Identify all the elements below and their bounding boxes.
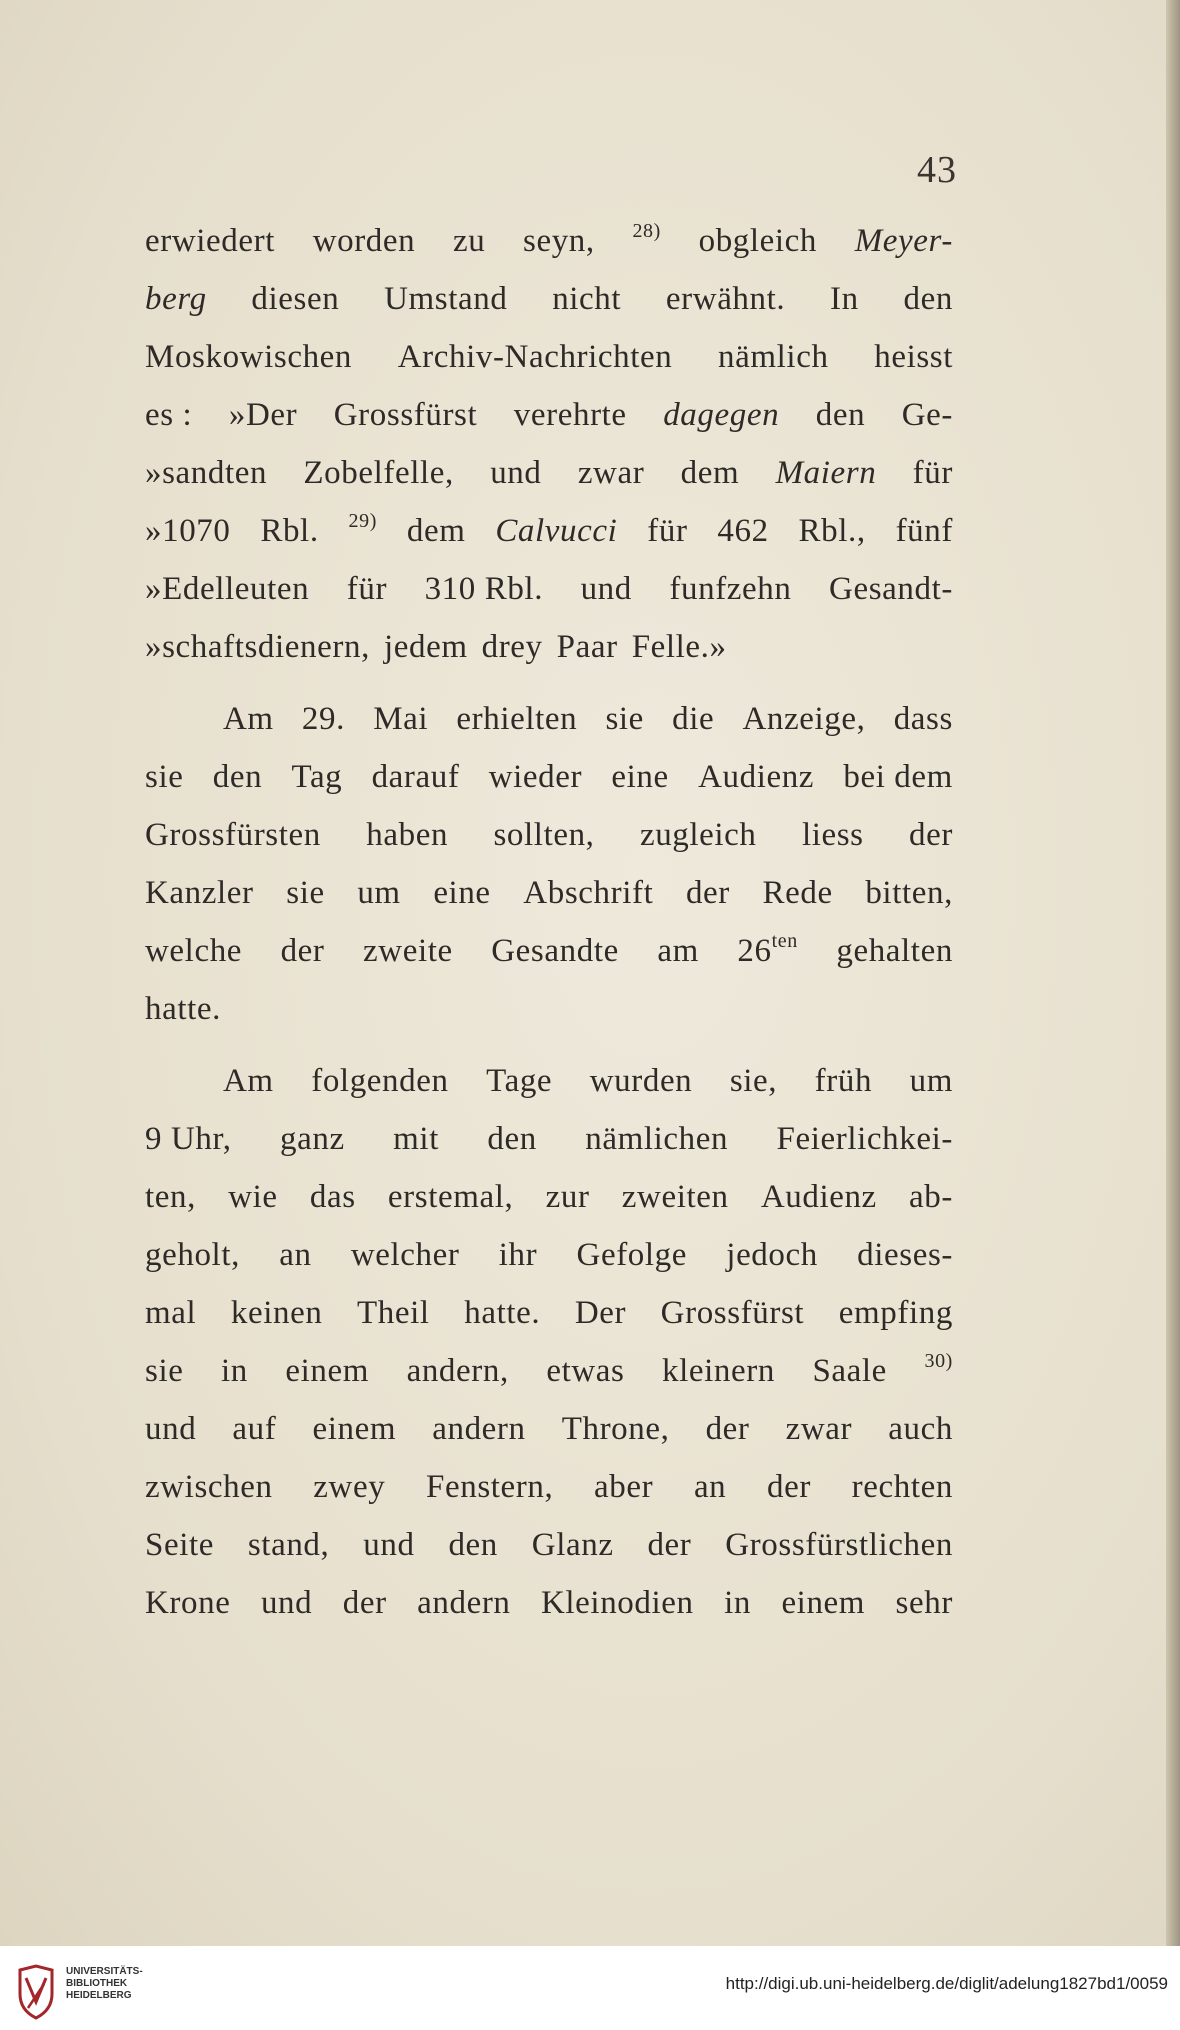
page-number: 43 xyxy=(917,149,957,191)
italic-name: dagegen xyxy=(663,397,780,433)
word: bei dem xyxy=(843,759,953,795)
word: sie xyxy=(605,701,644,737)
footnote-ref: 29) xyxy=(348,510,377,532)
word: haben xyxy=(366,817,449,853)
word: den xyxy=(487,1121,537,1157)
word: aber xyxy=(594,1469,654,1505)
word: Am xyxy=(223,1063,274,1099)
word: liess xyxy=(801,817,864,853)
word: geholt, xyxy=(145,1237,240,1273)
word: am xyxy=(657,933,699,969)
text-line xyxy=(145,748,953,806)
word: und xyxy=(490,455,542,491)
word: 462 xyxy=(717,513,769,549)
word: jedem xyxy=(383,629,468,665)
word: worden xyxy=(312,223,416,259)
source-url[interactable]: http://digi.ub.uni-heidelberg.de/diglit/adelung1827bd1/0059 xyxy=(725,1974,1168,1993)
word: »Der xyxy=(228,397,298,433)
word: erstemal, xyxy=(387,1179,514,1215)
word: an xyxy=(279,1237,312,1273)
word: drey xyxy=(481,629,543,665)
word: Tage xyxy=(486,1063,553,1099)
text-line xyxy=(145,618,953,676)
word: Paar xyxy=(556,629,618,665)
word: Mai xyxy=(373,701,429,737)
word: Rbl., xyxy=(798,513,866,549)
word: fünf xyxy=(895,513,953,549)
word: Rbl. xyxy=(260,513,319,549)
word: nämlich xyxy=(718,339,829,375)
word: der xyxy=(767,1469,811,1505)
footer-bar xyxy=(0,1946,1180,2030)
word: ihr xyxy=(498,1237,538,1273)
word: jedoch xyxy=(726,1237,818,1273)
word: mit xyxy=(393,1121,439,1157)
word: »schaftsdienern, xyxy=(145,629,370,665)
word: eine xyxy=(433,875,491,911)
university-logo-icon xyxy=(14,1964,58,2020)
word: sollten, xyxy=(493,817,595,853)
word: keinen xyxy=(230,1295,323,1331)
word: kleinern xyxy=(662,1353,775,1389)
word: das xyxy=(309,1179,356,1215)
word: hatte. xyxy=(464,1295,541,1331)
text-line xyxy=(145,1284,953,1342)
word: und xyxy=(145,1411,197,1447)
word: 9 Uhr, xyxy=(145,1121,232,1157)
word: dem xyxy=(406,513,466,549)
word: Grossfürst xyxy=(660,1295,805,1331)
word: Kleinodien xyxy=(540,1585,694,1621)
italic-name: Maiern xyxy=(775,455,877,491)
word: Audienz xyxy=(760,1179,877,1215)
word: nicht xyxy=(552,281,622,317)
word: Zobelfelle, xyxy=(303,455,454,491)
text-line xyxy=(145,328,953,386)
word: der xyxy=(705,1411,750,1447)
word: Seite xyxy=(145,1527,214,1563)
word: funfzehn xyxy=(669,571,792,607)
word: sie xyxy=(145,759,184,795)
text-line xyxy=(145,1458,953,1516)
word: für xyxy=(346,571,388,607)
word: einem xyxy=(312,1411,397,1447)
word: ten, xyxy=(145,1179,196,1215)
word: die xyxy=(672,701,715,737)
word: »sandten xyxy=(145,455,268,491)
word: Umstand xyxy=(384,281,508,317)
text-line xyxy=(145,386,953,444)
word: den xyxy=(815,397,866,433)
word: obgleich xyxy=(698,223,818,259)
word: andern xyxy=(417,1585,511,1621)
word: sie xyxy=(286,875,325,911)
word: zugleich xyxy=(639,817,757,853)
word: der xyxy=(685,875,730,911)
text-line xyxy=(145,864,953,922)
word: Der xyxy=(574,1295,627,1331)
word: einem xyxy=(781,1585,866,1621)
word: sie xyxy=(145,1353,184,1389)
word: mal xyxy=(145,1295,197,1331)
footnote-ref: 30) xyxy=(924,1350,953,1372)
word: Archiv-Nachrichten xyxy=(397,339,673,375)
text-line xyxy=(145,444,953,502)
word: zwey xyxy=(313,1469,386,1505)
word: den xyxy=(903,281,953,317)
word: rechten xyxy=(851,1469,953,1505)
word: für xyxy=(647,513,688,549)
word: erwiedert xyxy=(145,223,275,259)
word: Grossfürsten xyxy=(145,817,321,853)
text-line xyxy=(145,1226,953,1284)
word: erwähnt. xyxy=(665,281,786,317)
word: Rede xyxy=(762,875,833,911)
italic-name: Meyer- xyxy=(854,223,953,259)
library-name: UNIVERSITÄTS- BIBLIOTHEK HEIDELBERG xyxy=(66,1966,143,2001)
word: den xyxy=(448,1527,498,1563)
word: 29. xyxy=(301,701,345,737)
text-line xyxy=(145,560,953,618)
word: einem xyxy=(285,1353,370,1389)
word: bitten, xyxy=(865,875,953,911)
word: $26^{ten}$ xyxy=(737,930,798,969)
word: »1070 xyxy=(145,513,231,549)
word: wie xyxy=(228,1179,278,1215)
text-line xyxy=(145,806,953,864)
text-line xyxy=(145,980,953,1038)
word: andern, xyxy=(406,1353,509,1389)
word: den xyxy=(212,759,263,795)
word: Ge- xyxy=(901,397,953,433)
word: ab- xyxy=(909,1179,953,1215)
word: der xyxy=(909,817,953,853)
word: sie, xyxy=(729,1063,778,1099)
word: seyn, xyxy=(523,223,595,259)
word: und xyxy=(580,571,632,607)
word: Feierlichkei- xyxy=(776,1121,953,1157)
text-line xyxy=(145,1052,953,1110)
word: zwar xyxy=(577,455,645,491)
word: an xyxy=(693,1469,727,1505)
word: auch xyxy=(888,1411,953,1447)
word: Moskowischen xyxy=(145,339,353,375)
word: andern xyxy=(432,1411,526,1447)
text-line xyxy=(145,212,953,270)
word: welche xyxy=(145,933,243,969)
text-line xyxy=(145,1400,953,1458)
word: dass xyxy=(893,701,953,737)
word: Abschrift xyxy=(523,875,654,911)
word: Fenstern, xyxy=(426,1469,554,1505)
paragraph-gap xyxy=(145,1038,953,1052)
word: zu xyxy=(452,223,486,259)
word: Grossfürst xyxy=(333,397,478,433)
page-edge xyxy=(1166,0,1180,1946)
word: zwischen xyxy=(145,1469,273,1505)
word: zwar xyxy=(785,1411,853,1447)
word: und xyxy=(363,1527,415,1563)
word: 310 Rbl. xyxy=(424,571,544,607)
text-line xyxy=(145,270,953,328)
word: etwas xyxy=(546,1353,625,1389)
word: empfing xyxy=(838,1295,953,1331)
word: In xyxy=(830,281,859,317)
word: um xyxy=(357,875,401,911)
word: zweite xyxy=(363,933,453,969)
text-line xyxy=(145,922,953,980)
word: nämlichen xyxy=(585,1121,729,1157)
word: diesen xyxy=(251,281,340,317)
word: wurden xyxy=(589,1063,693,1099)
word: Saale xyxy=(812,1353,887,1389)
word: hatte. xyxy=(145,991,221,1027)
text-line xyxy=(145,502,953,560)
italic-name: berg xyxy=(145,281,207,317)
text-line xyxy=(145,1110,953,1168)
word: »Edelleuten xyxy=(145,571,310,607)
text-line xyxy=(145,1516,953,1574)
word: Theil xyxy=(357,1295,430,1331)
word: sehr xyxy=(895,1585,953,1621)
word: und xyxy=(260,1585,313,1621)
word: erhielten xyxy=(456,701,578,737)
word: Gesandte xyxy=(491,933,619,969)
word: folgenden xyxy=(311,1063,449,1099)
italic-name: Calvucci xyxy=(495,513,618,549)
word: früh xyxy=(814,1063,873,1099)
word: dieses- xyxy=(857,1237,953,1273)
word: es : xyxy=(145,397,193,433)
word: der xyxy=(342,1585,387,1621)
word: Tag xyxy=(291,759,343,795)
text-line xyxy=(145,1168,953,1226)
word: Gesandt- xyxy=(829,571,953,607)
text-line xyxy=(145,1342,953,1400)
word: Throne, xyxy=(561,1411,670,1447)
word: darauf xyxy=(371,759,460,795)
word: zur xyxy=(545,1179,590,1215)
word: Gefolge xyxy=(576,1237,688,1273)
word: auf xyxy=(232,1411,277,1447)
word: dem xyxy=(680,455,740,491)
word: Anzeige, xyxy=(742,701,866,737)
word: Audienz xyxy=(698,759,815,795)
footnote-ref: 28) xyxy=(632,220,661,242)
word: Felle.» xyxy=(631,629,727,665)
word: Krone xyxy=(145,1585,231,1621)
word: wieder xyxy=(488,759,583,795)
word: Grossfürstlichen xyxy=(725,1527,953,1563)
word: Kanzler xyxy=(145,875,254,911)
word: stand, xyxy=(247,1527,330,1563)
word: der xyxy=(280,933,325,969)
word: eine xyxy=(611,759,669,795)
body-text xyxy=(145,212,953,1632)
text-line xyxy=(145,690,953,748)
word: Am xyxy=(223,701,274,737)
word: Glanz xyxy=(531,1527,614,1563)
word: verehrte xyxy=(513,397,627,433)
word: heisst xyxy=(874,339,953,375)
word: ganz xyxy=(280,1121,345,1157)
word: für xyxy=(912,455,953,491)
paragraph-gap xyxy=(145,676,953,690)
word: welcher xyxy=(350,1237,460,1273)
word: zweiten xyxy=(621,1179,729,1215)
word: der xyxy=(647,1527,692,1563)
word: gehalten xyxy=(836,933,953,969)
word: in xyxy=(221,1353,248,1389)
text-line xyxy=(145,1574,953,1632)
word: in xyxy=(724,1585,751,1621)
word: um xyxy=(909,1063,953,1099)
